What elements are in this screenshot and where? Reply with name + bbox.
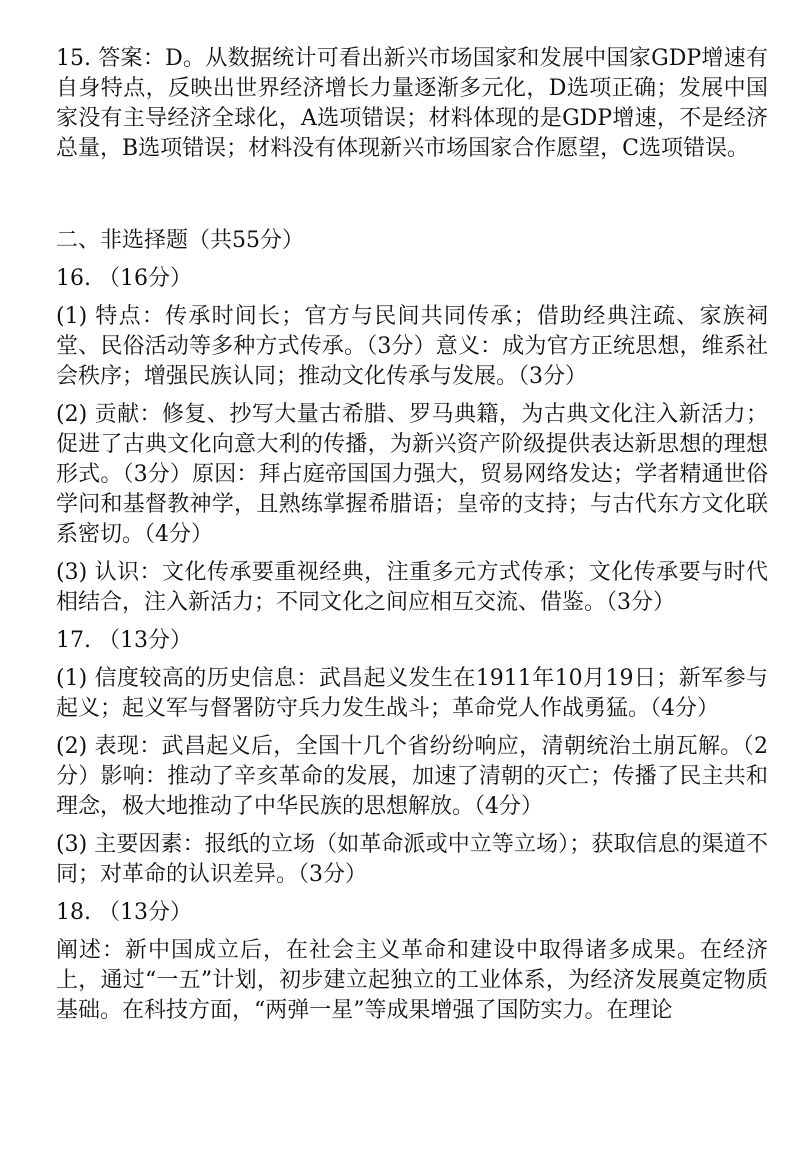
answer-16-part-1: (1) 特点：传承时间长；官方与民间共同传承；借助经典注疏、家族祠堂、民俗活动等多种方式传承。（3分）意义：成为官方正统思想，维系社会秩序；增强民族认同；推动文化传承与发展。（3分）: [56, 304, 768, 389]
answer-sheet-page: [56, 44, 768, 1034]
answer-17-part-1: (1) 信度较高的历史信息：武昌起义发生在1911年10月19日；新军参与起义；起义军与督署防守兵力发生战斗；革命党人作战勇猛。（4分）: [56, 666, 768, 721]
answer-15: 15. 答案：D。从数据统计可看出新兴市场国家和发展中国家GDP增速有自身特点，反映出世界经济增长力量逐渐多元化，D选项正确；发展中国家没有主导经济全球化，A选项错误；材料体现的是GDP增速，不是经济总量，B选项错误；材料没有体现新兴市场国家合作愿望，C选项错误。: [56, 46, 768, 161]
question-16-header: 16. （16分）: [56, 266, 192, 291]
question-17-header: 17. （13分）: [56, 628, 192, 653]
question-18-header: 18. （13分）: [56, 900, 192, 925]
section-title: 二、非选择题（共55分）: [56, 228, 304, 253]
answer-17-part-3: (3) 主要因素：报纸的立场（如革命派或中立等立场）；获取信息的渠道不同；对革命的认识差异。（3分）: [56, 832, 768, 887]
answer-18-part-1: 阐述：新中国成立后，在社会主义革命和建设中取得诸多成果。在经济上，通过“一五”计划，初步建立起独立的工业体系，为经济发展奠定物质基础。在科技方面，“两弹一星”等成果增强了国防实力。在理论: [56, 938, 768, 1023]
answer-17-part-2: (2) 表现：武昌起义后，全国十几个省纷纷响应，清朝统治土崩瓦解。（2分）影响：推动了辛亥革命的发展，加速了清朝的灭亡；传播了民主共和理念，极大地推动了中华民族的思想解放。（4分）: [56, 734, 768, 819]
answer-16-part-3: (3) 认识：文化传承要重视经典，注重多元方式传承；文化传承要与时代相结合，注入新活力；不同文化之间应相互交流、借鉴。（3分）: [56, 560, 768, 615]
answer-16-part-2: (2) 贡献：修复、抄写大量古希腊、罗马典籍，为古典文化注入新活力；促进了古典文化向意大利的传播，为新兴资产阶级提供表达新思想的理想形式。（3分）原因：拜占庭帝国国力强大，贸易网络发达；学者精通世俗学问和基督教神学，且熟练掌握希腊语；皇帝的支持；与古代东方文化联系密切。（4分）: [56, 402, 768, 547]
section-gap: [56, 172, 768, 226]
